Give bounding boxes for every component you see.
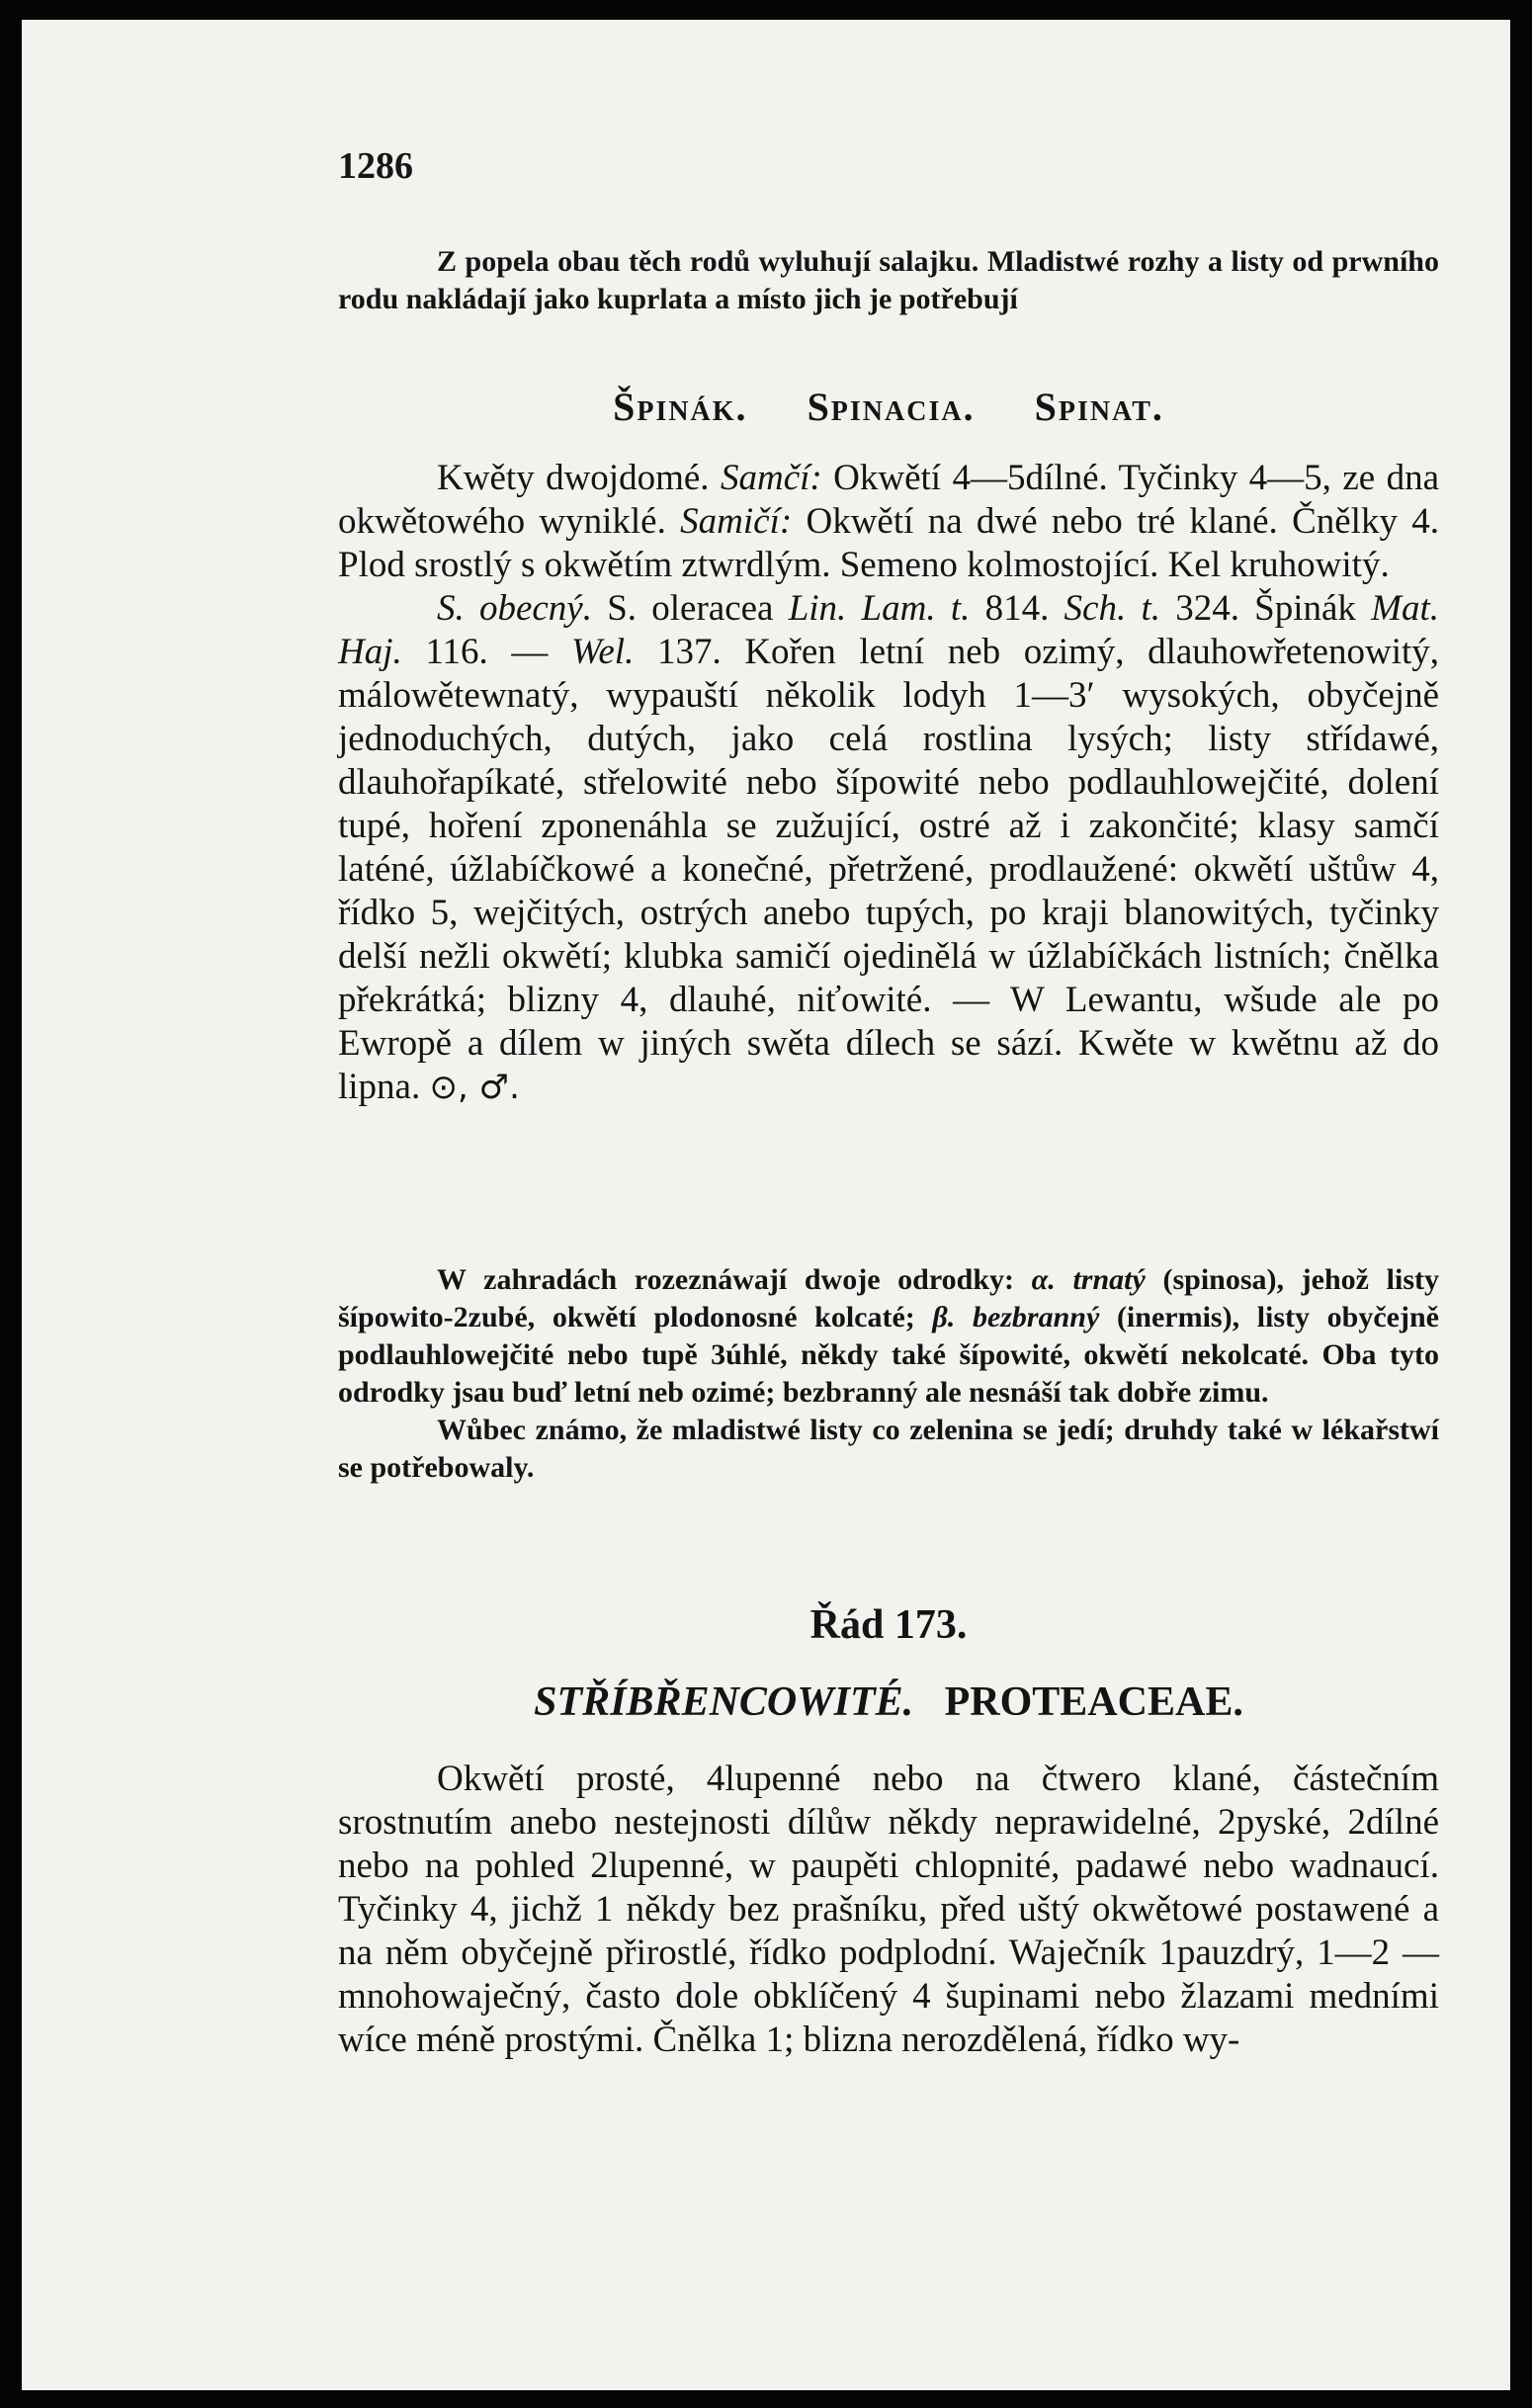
authority-lin: Lin. xyxy=(788,588,847,629)
genus-desc-part2: Okwětí 4—5dílné. Tyčinky 4—5, ze dna okwětowého wyniklé. xyxy=(338,458,1440,542)
ref-t1: t. xyxy=(950,588,971,629)
note-1a: W zahradách rozeznáwají dwoje odrodky: xyxy=(437,1263,1014,1296)
family-heading-czech: STŘÍBŘENCOWITÉ. xyxy=(534,1679,914,1725)
ref-4: 137. xyxy=(656,632,722,672)
authority-lam: Lam. xyxy=(861,588,936,629)
genus-heading xyxy=(338,384,1439,430)
intro-note xyxy=(338,243,1439,318)
species-spinak: Špinák xyxy=(1254,588,1356,629)
intro-note-text: Z popela obau těch rodů wyluhují salajku. Mladistwé rozhy a listy od prwního rodu nakládají jako kuprlata a místo jich je potřebují xyxy=(338,245,1439,315)
family-heading-latin: PROTEACEAE. xyxy=(944,1679,1243,1725)
family-description xyxy=(338,1758,1439,2062)
order-heading: Řád 173. xyxy=(809,1602,968,1648)
genus-heading-latin: Spinacia. xyxy=(807,385,976,429)
note-1e: β. xyxy=(932,1301,956,1333)
species-paragraph xyxy=(338,587,1439,1109)
genus-heading-german: Spinat. xyxy=(1034,385,1164,429)
genus-heading-czech: Špinák. xyxy=(613,385,748,429)
label-samci: Samčí: xyxy=(720,458,822,498)
genus-desc-part1: Kwěty dwojdomé. xyxy=(437,458,710,498)
authority-sch: Sch. xyxy=(1064,588,1127,629)
ref-t2: t. xyxy=(1141,588,1160,629)
species-latin: S. oleracea xyxy=(607,588,774,629)
family-description-text: Okwětí prosté, 4lupenné nebo na čtwero klané, částečním srostnutím anebo nestejnosti dílůw někdy neprawidelné, 2pyské, 2dílné nebo na pohled 2lupenné, w paupěti chlopnité, padawé nebo wadnaucí. Tyčinky 4, jichž 1 někdy bez prašníku, před uštý okwětowé postawené a na něm obyčejně přirostlé, řídko podplodní. Waječník 1pauzdrý, 1—2 — mnohowaječný, často dole obklíčený 4 šupinami nebo žlazami medními wíce méně prostými. Čnělka 1; blizna nerozdělená, řídko wy- xyxy=(338,1759,1439,2060)
ref-1: 814. xyxy=(984,588,1050,629)
book-page xyxy=(22,20,1510,2390)
species-description: Kořen letní neb ozimý, dlauhowřetenowitý, málowětewnatý, wypauští několik lodyh 1—3′ wysokých, obyčejně jednoduchých, dutých, jako celá rostlina lysých; listy střídawé, dlauhořapíkaté, střelowité nebo šípowité nebo podlauhlowejčité, dolení tupé, hoření zponenáhla se zužující, ostré až i zakončité; klasy samčí laténé, úžlabíčkowé a konečné, přetržené, prodlaužené: okwětí uštůw 4, řídko 5, wejčitých, ostrých anebo tupých, po kraji blanowitých, tyčinky delší nežli okwětí; klubka samičí ojedinělá w úžlabíčkách listních; čnělka překrátká; blizny 4, dlauhé, niťowité. — W Lewantu, wšude ale po Ewropě a dílem w jiných swěta dílech se sází. Kwěte w kwětnu až do lipna. xyxy=(338,632,1440,1107)
note-1c: trnatý xyxy=(1072,1263,1146,1296)
note-1b: α. xyxy=(1031,1263,1056,1296)
page-number: 1286 xyxy=(338,145,413,187)
ref-3: 116. — xyxy=(425,632,549,672)
family-heading xyxy=(338,1678,1439,1726)
note-1f: bezbranný xyxy=(972,1301,1100,1333)
species-notes xyxy=(338,1261,1439,1487)
label-samici: Samičí: xyxy=(680,501,793,542)
species-name: S. obecný. xyxy=(437,588,592,629)
note-1d: (spinosa), jehož listy šípowito-2zubé, okwětí plodonosné kolcaté; xyxy=(338,1263,1439,1333)
authority-wel: Wel. xyxy=(570,632,635,672)
note-1g: (inermis), listy obyčejně podlauhlowejčité nebo tupě 3úhlé, někdy také šípowité, okwětí nekolcaté. Oba tyto odrodky jsau buď letní neb ozimé; bezbranný ale nesnáší tak dobře zimu. xyxy=(338,1301,1439,1409)
genus-description xyxy=(338,457,1439,1109)
genus-desc-part3: Okwětí na dwé nebo tré klané. Čnělky 4. Plod srostlý s okwětím ztwrdlým. Semeno kolmostojící. Kel kruhowitý. xyxy=(338,501,1440,585)
annual-male-symbols: ⊙, ♂. xyxy=(429,1068,520,1107)
genus-description-text xyxy=(338,457,1439,587)
note-use: Wůbec známo, že mladistwé listy co zelenina se jedí; druhdy také w lékařstwí se potřebowaly. xyxy=(338,1414,1439,1484)
note-varieties xyxy=(338,1261,1439,1412)
ref-2: 324. xyxy=(1175,588,1239,629)
authority-haj: Haj. xyxy=(338,632,402,672)
authority-mat: Mat. xyxy=(1371,588,1440,629)
